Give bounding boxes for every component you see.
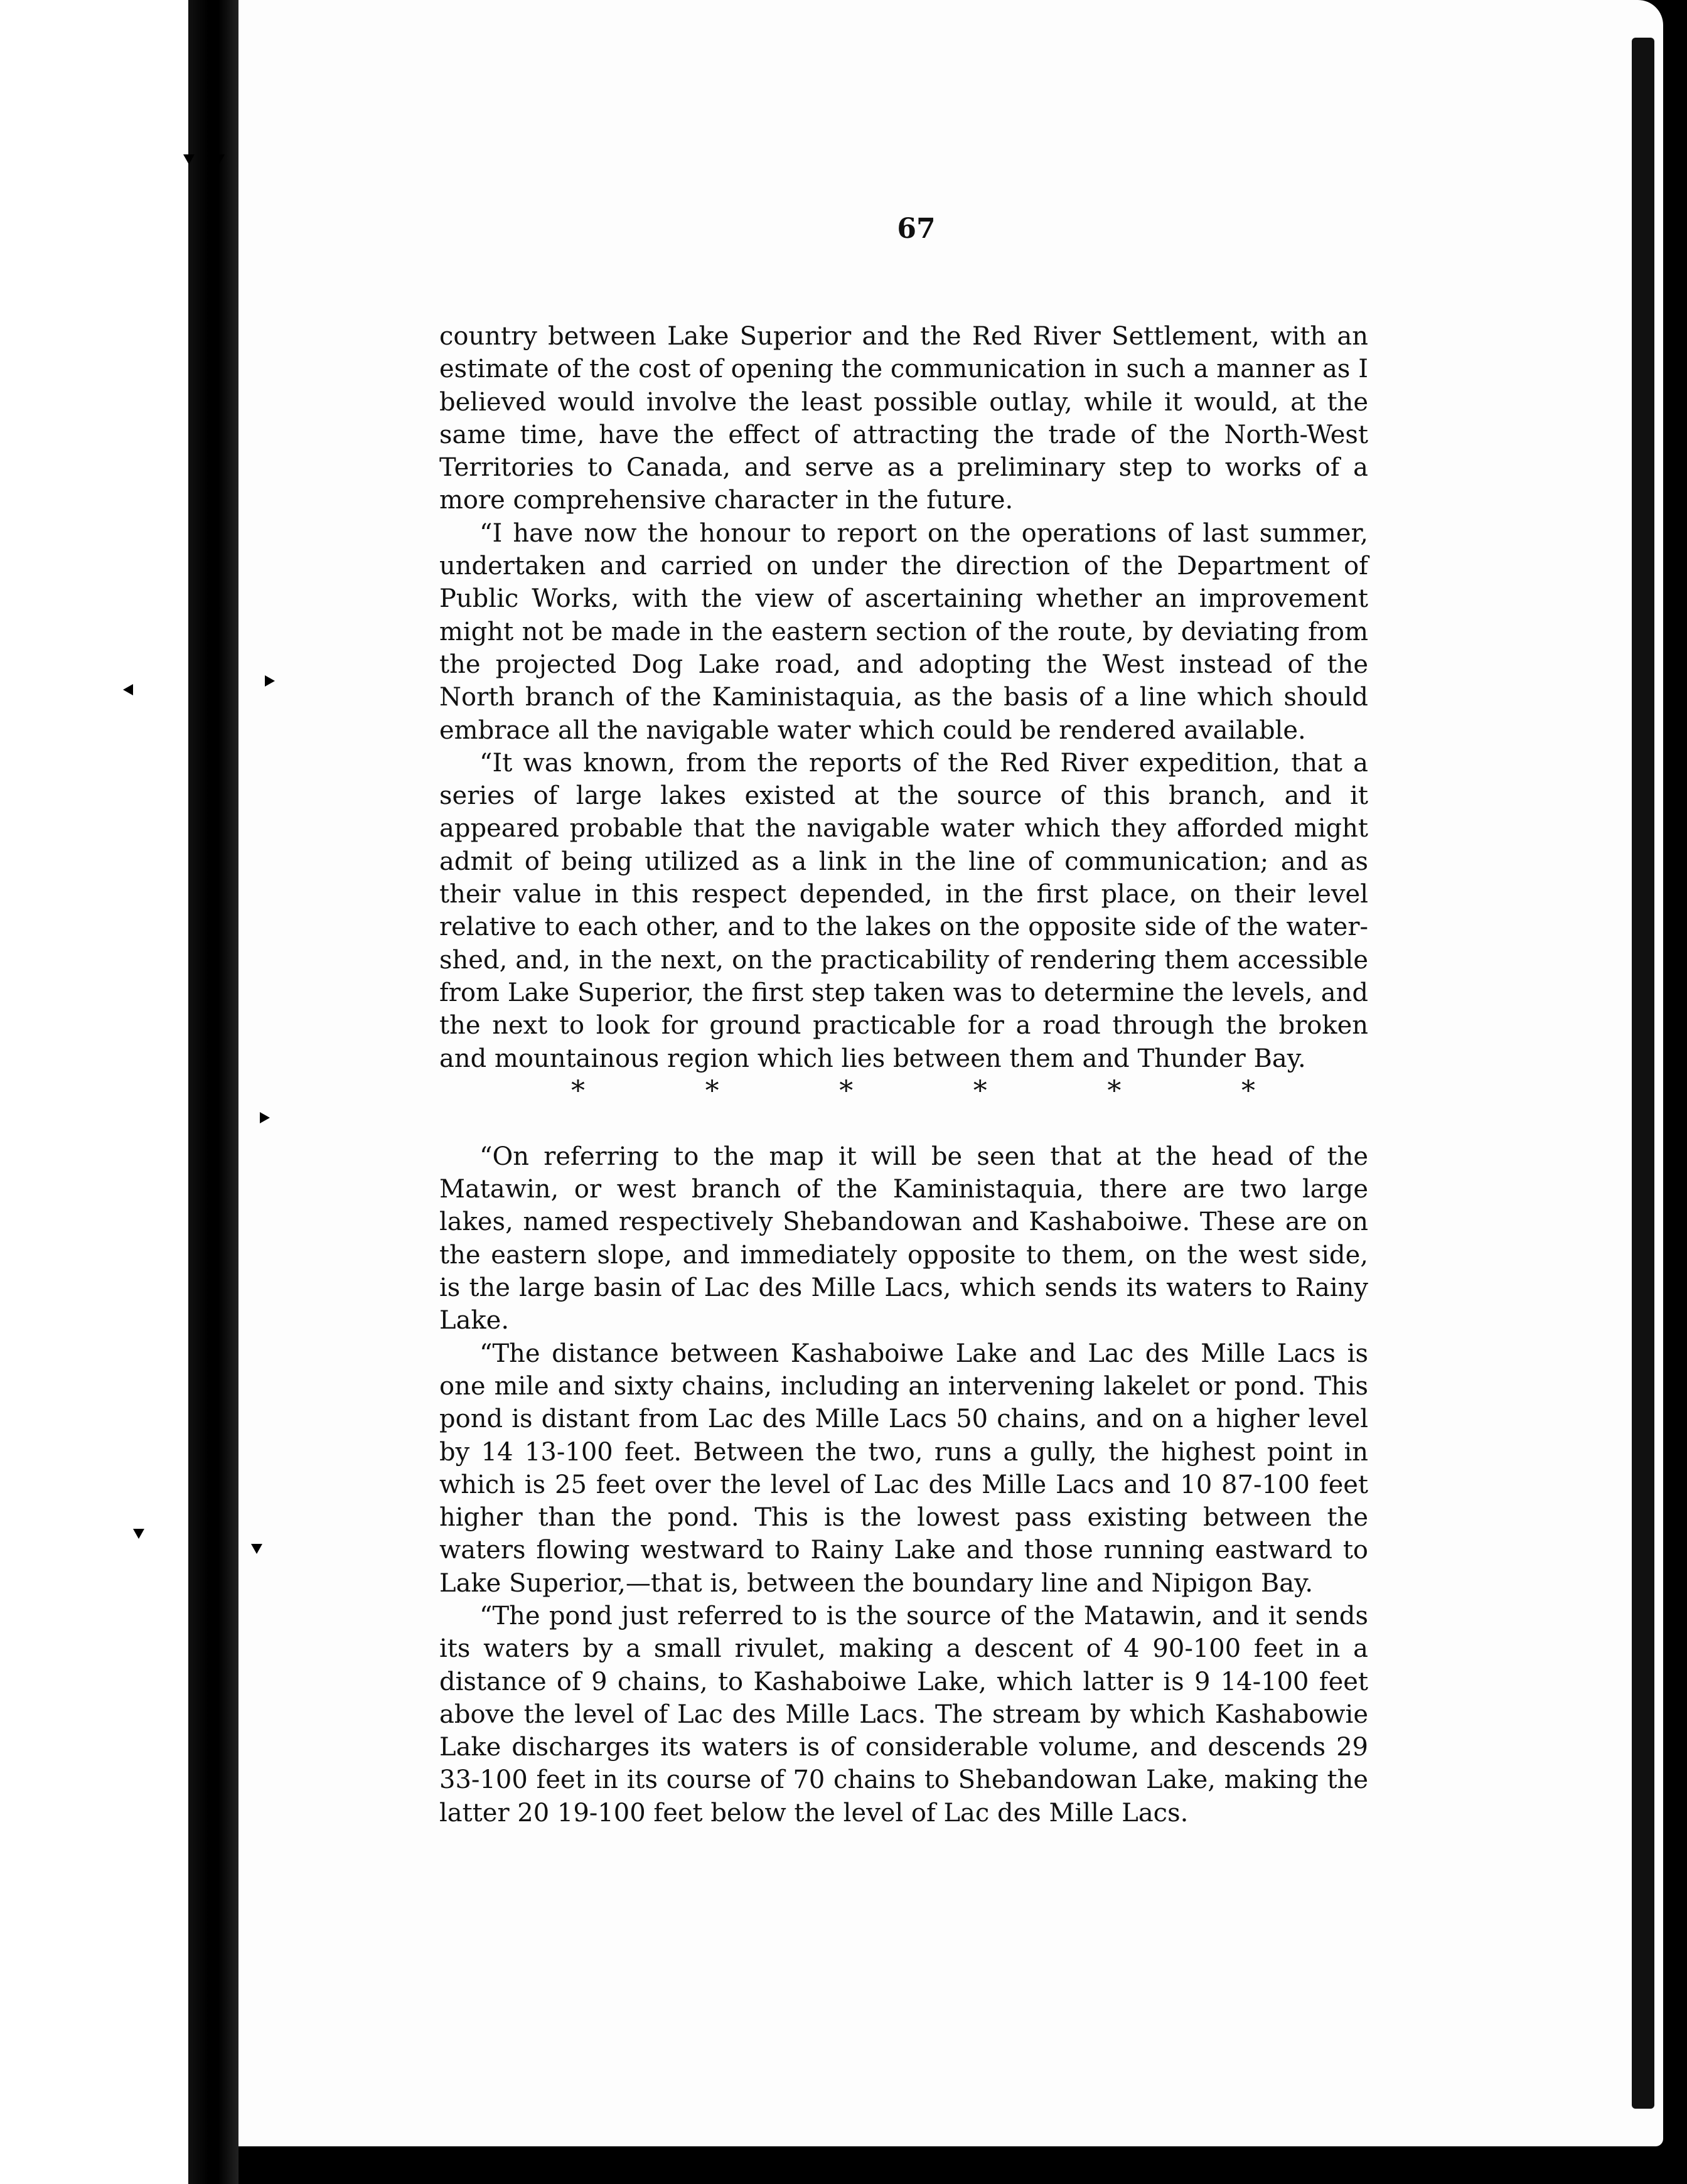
separator-star: * (1241, 1074, 1255, 1107)
margin-mark-icon (213, 154, 225, 164)
margin-mark-icon (265, 675, 275, 687)
separator-star: * (973, 1074, 987, 1107)
left-page-edge (0, 0, 188, 2184)
page-edge-shadow (1632, 38, 1654, 2109)
paragraph: “On referring to the map it will be seen that at the head of the Matawin, or west branch of the Kaministaquia, there are two large lakes, named respectively Shebandowan and Kashaboiwe. These are on the eastern slope, and immediately opposite to them, on the west side, is the large basin of Lac des Mille Lacs, which sends its waters to Rainy Lake. (439, 1142, 1368, 1336)
paragraph: “I have now the honour to report on the operations of last summer, undertaken and carried on under the direction of the Department of Public Works, with the view of ascertaining whether an improvement might not be made in the eastern section of the route, by deviating from the projected Dog Lake road, and adopting the West instead of the North branch of the Kaministaquia, as the basis of a line which should embrace all the navigable water which could be rendered available. (439, 518, 1368, 745)
page-text (439, 207, 1368, 1829)
book-gutter (188, 0, 238, 2184)
margin-mark-icon (210, 602, 220, 614)
separator-star: * (571, 1074, 585, 1107)
margin-mark-icon (251, 1544, 262, 1554)
separator-star: * (1107, 1074, 1122, 1107)
separator-star: * (839, 1074, 854, 1107)
paragraph: country between Lake Superior and the Red River Settlement, with an estimate of the cost of opening the communication in such a manner as I believed would involve the least possible outlay, while it would, at the same time, have the effect of attracting the trade of the North-West Territories to Canada, and serve as a preliminary step to works of a more comprehensive character in the future. (439, 322, 1368, 515)
paragraph: “The distance between Kashaboiwe Lake and Lac des Mille Lacs is one mile and sixty chains, including an intervening lakelet or pond. This pond is distant from Lac des Mille Lacs 50 chains, and on a higher level by 14 13-100 feet. Between the two, runs a gully, the highest point in which is 25 feet over the level of Lac des Mille Lacs and 10 87-100 feet higher than the pond. This is the lowest pass existing between the waters flowing westward to Rainy Lake and those running eastward to Lake Superior,—that is, between the boundary line and Nipigon Bay. (439, 1339, 1368, 1598)
paragraph: “It was known, from the reports of the Red River expedition, that a series of large lakes existed at the source of this branch, and it appeared probable that the navigable water which they afforded might admit of being utilized as a link in the line of communication; and as their value in this respect depended, in the first place, on their level relative to each other, and to the lakes on the opposite side of the water-shed, and, in the next, on the practicability of rendering them accessible from Lake Superior, the first step taken was to determine the levels, and the next to look for ground practicable for a road through the broken and mountainous region which lies between them and Thunder Bay. (439, 748, 1368, 1073)
margin-mark-icon (123, 684, 133, 695)
margin-mark-icon (133, 1529, 144, 1539)
separator-star: * (705, 1074, 719, 1107)
paragraph: “The pond just referred to is the source of the Matawin, and it sends its waters by a small rivulet, making a descent of 4 90-100 feet in a distance of 9 chains, to Kashaboiwe Lake, which latter is 9 14-100 feet above the level of Lac des Mille Lacs. The stream by which Kashabowie Lake discharges its waters is of considerable volume, and descends 29 33-100 feet in its course of 70 chains to Shebandowan Lake, making the latter 20 19-100 feet below the level of Lac des Mille Lacs. (439, 1601, 1368, 1828)
margin-mark-icon (183, 154, 195, 164)
page-number: 67 (897, 213, 936, 245)
margin-mark-icon (260, 1112, 270, 1123)
section-separator (439, 1075, 1368, 1108)
